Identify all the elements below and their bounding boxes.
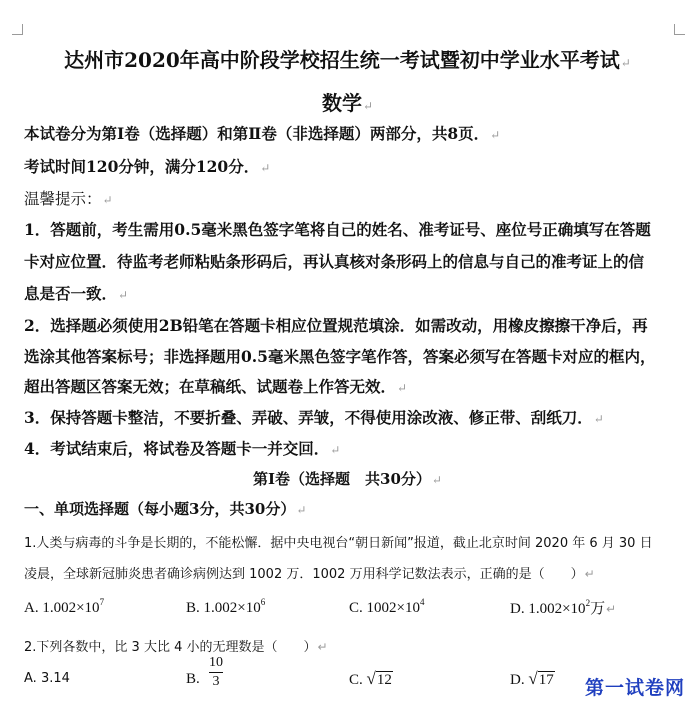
- page-corner-mark-right: [674, 24, 685, 35]
- section-heading: 一、单项选择题（每小题3分，共30分）↵: [24, 500, 307, 518]
- site-watermark: 第一试卷网: [584, 677, 685, 699]
- tip-line-1: 1．答题前，考生需用0.5毫米黑色签字笔将自己的姓名、准考证号、座位号正确填写在答题: [24, 220, 651, 239]
- question-2-option-d: D. √17: [510, 669, 554, 688]
- question-1-stem-line-1: 1.人类与病毒的斗争是长期的，不能松懈．据中央电视台“朝日新闻”报道，截止北京时间 2020 年 6 月 30 日: [24, 536, 653, 551]
- question-1-option-b: B. $1.002\times 10^6$: [186, 597, 266, 616]
- exam-title: 达州市2020年高中阶段学校招生统一考试暨初中学业水平考试↵: [64, 48, 631, 72]
- sqrt-icon: √: [528, 669, 538, 688]
- fraction-numerator: 10: [209, 655, 223, 670]
- page-corner-mark-left: [12, 24, 23, 35]
- part-title: 第Ⅰ卷（选择题 共30分）↵: [253, 470, 442, 488]
- tip-line-2: 卡对应位置．待监考老师粘贴条形码后，再认真核对条形码上的信息与自己的准考证上的信: [24, 252, 645, 271]
- question-2-option-a: A. 3.14: [24, 671, 70, 686]
- question-2-option-b-fraction: [209, 655, 223, 690]
- question-1-option-c: C. $1002\times 10^4$: [349, 597, 425, 616]
- tip-line-8: 4．考试结束后，将试卷及答题卡一并交回．↵: [24, 439, 341, 458]
- question-2-option-b-letter: B.: [186, 671, 200, 687]
- sqrt-icon: √: [366, 669, 376, 688]
- question-1-option-a: A. $1.002\times 10^7$: [24, 597, 105, 616]
- fraction-denominator: 3: [212, 674, 220, 689]
- tip-line-6: 超出答题区答案无效；在草稿纸、试题卷上作答无效．↵: [24, 377, 408, 396]
- intro-line-1: 本试卷分为第Ⅰ卷（选择题）和第Ⅱ卷（非选择题）两部分，共8页．↵: [24, 124, 501, 143]
- question-1-stem-line-2: 凌晨，全球新冠肺炎患者确诊病例达到 1002 万．1002 万用科学记数法表示，正确的是（ ）↵: [24, 567, 595, 582]
- intro-line-2: 考试时间120分钟，满分120分．↵: [24, 157, 271, 176]
- question-1-option-d: D. $1.002\times 10^2$万↵: [510, 598, 617, 617]
- question-2-stem: 2.下列各数中，比 3 大比 4 小的无理数是（ ）↵: [24, 640, 328, 655]
- fraction-bar: [209, 672, 223, 673]
- tip-line-5: 选涂其他答案标号；非选择题用0.5毫米黑色签字笔作答，答案必须写在答题卡对应的框内，: [24, 347, 656, 366]
- tips-heading: 温馨提示：↵: [24, 190, 113, 208]
- exam-subject: 数学↵: [321, 91, 374, 115]
- tip-line-4: 2．选择题必须使用2B铅笔在答题卡相应位置规范填涂．如需改动，用橡皮擦擦干净后，再: [24, 316, 648, 335]
- question-2-option-c: C. √12: [349, 669, 392, 688]
- tip-line-3: 息是否一致．↵: [24, 284, 129, 303]
- tip-line-7: 3．保持答题卡整洁，不要折叠、弄破、弄皱，不得使用涂改液、修正带、刮纸刀．↵: [24, 408, 604, 427]
